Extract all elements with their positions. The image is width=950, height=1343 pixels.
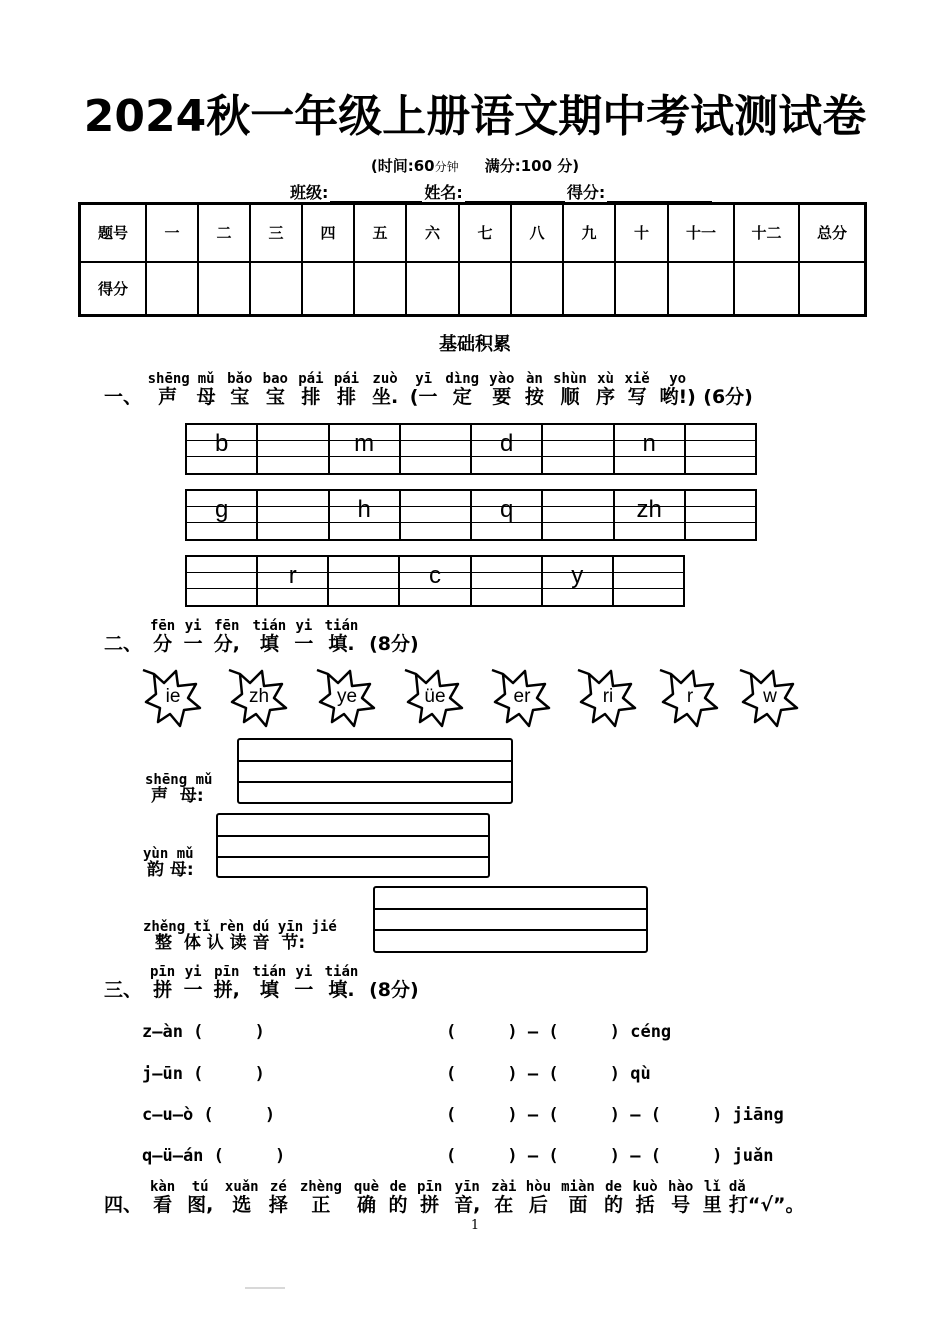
row-label-question: 题号	[80, 204, 147, 262]
col-header: 三	[250, 204, 302, 262]
q3-heading: 三、 pīn 拼 yi 一 pīn 拼, tián 填 yi 一 tián 填. (8分)	[104, 964, 419, 1001]
score-cell[interactable]	[302, 262, 354, 316]
score-cell[interactable]	[459, 262, 511, 316]
score-cell[interactable]	[563, 262, 615, 316]
grid-cell[interactable]	[258, 491, 329, 539]
leaf-label: ie	[165, 686, 181, 707]
exam-title: 2024秋一年级上册语文期中考试测试卷	[83, 91, 867, 142]
grid-cell[interactable]	[472, 557, 543, 605]
leaf-label: er	[513, 686, 531, 707]
score-cell[interactable]	[668, 262, 734, 316]
q1-points: (6分)	[703, 386, 753, 408]
col-header: 七	[459, 204, 511, 262]
col-header: 四	[302, 204, 354, 262]
col-header-total: 总分	[799, 204, 866, 262]
leaf-label: zh	[248, 686, 270, 707]
score-cell[interactable]	[734, 262, 799, 316]
col-header: 十	[615, 204, 668, 262]
leaf-card	[575, 668, 641, 730]
time-label: (时间:60	[370, 157, 435, 175]
score-cell[interactable]	[615, 262, 668, 316]
grid-cell[interactable]	[401, 425, 472, 473]
q2-heading: 二、 fēn 分 yi 一 fēn 分, tián 填 yi 一 tián 填. (8分)	[104, 618, 419, 655]
q1-number: 一、	[104, 386, 143, 408]
grid-cell[interactable]	[329, 557, 400, 605]
score-cell[interactable]	[146, 262, 198, 316]
col-header: 二	[198, 204, 250, 262]
score-cell[interactable]	[354, 262, 406, 316]
q4-number: 四、	[104, 1194, 143, 1216]
split-item[interactable]: ( ) — ( ) — ( ) juǎn	[446, 1146, 774, 1166]
section-heading: 基础积累	[439, 334, 511, 355]
student-info	[290, 180, 714, 203]
exam-meta	[0, 155, 950, 176]
col-header: 一	[146, 204, 198, 262]
col-header: 十二	[734, 204, 799, 262]
category-label-initials: shēng mǔ 声 母:	[145, 772, 213, 806]
score-label: 得分:	[566, 183, 606, 202]
col-header: 六	[406, 204, 459, 262]
time-unit: 分钟	[434, 160, 459, 174]
q3-points: (8分)	[369, 979, 419, 1001]
grid-cell[interactable]: h	[330, 491, 401, 539]
name-field[interactable]	[465, 187, 565, 203]
score-cell-total[interactable]	[799, 262, 866, 316]
score-table	[78, 202, 867, 317]
leaf-card	[226, 668, 292, 730]
grid-cell[interactable]: d	[472, 425, 543, 473]
col-header: 八	[511, 204, 563, 262]
leaf-card	[657, 668, 723, 730]
leaf-label: w	[763, 686, 777, 707]
grid-cell[interactable]	[614, 557, 683, 605]
q4-heading: 四、 kàn 看 tú 图, xuǎn 选 zé 择 zhèng 正 què 确 de 的 pīn 拼 yīn 音, zài 在 hòu 后 miàn 面 de 的 kuò 括 hào 号 lǐ 里 dǎ 打“√”。	[104, 1179, 805, 1216]
grid-cell[interactable]: q	[472, 491, 543, 539]
spell-item[interactable]: j—ūn ( )	[142, 1064, 265, 1084]
grid-cell[interactable]	[543, 491, 614, 539]
q2-number: 二、	[104, 633, 143, 655]
col-header: 五	[354, 204, 406, 262]
score-cell[interactable]	[511, 262, 563, 316]
col-header: 十一	[668, 204, 734, 262]
grid-cell[interactable]	[686, 425, 755, 473]
leaf-card	[140, 668, 206, 730]
leaf-label: üe	[424, 686, 446, 707]
category-label-whole-syllables: zhěng tǐ rèn dú yīn jié 整 体 认 读 音 节:	[143, 919, 337, 953]
four-line-grid-row-3	[185, 555, 685, 607]
leaf-label: ri	[602, 686, 614, 707]
score-cell[interactable]	[406, 262, 459, 316]
page-number: 1	[470, 1218, 480, 1233]
scan-artifact	[245, 1287, 285, 1289]
answer-box-whole-syllables[interactable]	[373, 886, 648, 953]
grid-cell[interactable]: y	[543, 557, 614, 605]
leaf-label: r	[686, 686, 694, 707]
grid-cell[interactable]: r	[258, 557, 329, 605]
leaf-card	[737, 668, 803, 730]
grid-cell[interactable]	[187, 557, 258, 605]
grid-cell[interactable]	[686, 491, 755, 539]
grid-cell[interactable]	[543, 425, 614, 473]
grid-cell[interactable]: m	[330, 425, 401, 473]
row-label-score: 得分	[80, 262, 147, 316]
grid-cell[interactable]	[401, 491, 472, 539]
grid-cell[interactable]: g	[187, 491, 258, 539]
spell-item[interactable]: q—ü—án ( )	[142, 1146, 286, 1166]
grid-cell[interactable]: b	[187, 425, 258, 473]
score-cell[interactable]	[250, 262, 302, 316]
q2-points: (8分)	[369, 633, 419, 655]
name-label: 姓名:	[424, 183, 463, 202]
q1-heading: 一、 shēng 声 mǔ 母 bǎo 宝 bao 宝 pái 排 pái 排 zuò 坐. yī (一 dìng 定 yào 要 àn 按 shùn 顺 xù 序 xiě 写 yo 哟!) (6分)	[104, 371, 753, 408]
grid-cell[interactable]: zh	[615, 491, 686, 539]
spell-item[interactable]: c—u—ò ( )	[142, 1105, 276, 1125]
split-item[interactable]: ( ) — ( ) qù	[446, 1064, 651, 1084]
split-item[interactable]: ( ) — ( ) céng	[446, 1022, 672, 1042]
leaf-label: ye	[336, 686, 358, 707]
leaf-card	[402, 668, 468, 730]
col-header: 九	[563, 204, 615, 262]
spell-item[interactable]: z—àn ( )	[142, 1022, 265, 1042]
grid-cell[interactable]: c	[400, 557, 471, 605]
answer-box-initials[interactable]	[237, 738, 513, 804]
split-item[interactable]: ( ) — ( ) — ( ) jiāng	[446, 1105, 784, 1125]
score-cell[interactable]	[198, 262, 250, 316]
q3-number: 三、	[104, 979, 143, 1001]
class-field[interactable]	[330, 187, 422, 203]
four-line-grid-row-2	[185, 489, 757, 541]
leaf-card	[489, 668, 555, 730]
four-line-grid-row-1	[185, 423, 757, 475]
class-label: 班级:	[290, 183, 329, 202]
answer-box-finals[interactable]	[216, 813, 490, 878]
full-score: 满分:100 分)	[484, 157, 580, 175]
category-label-finals: yùn mǔ 韵 母:	[143, 846, 194, 880]
grid-cell[interactable]	[258, 425, 329, 473]
grid-cell[interactable]: n	[615, 425, 686, 473]
leaf-card	[314, 668, 380, 730]
score-field[interactable]	[607, 187, 712, 203]
